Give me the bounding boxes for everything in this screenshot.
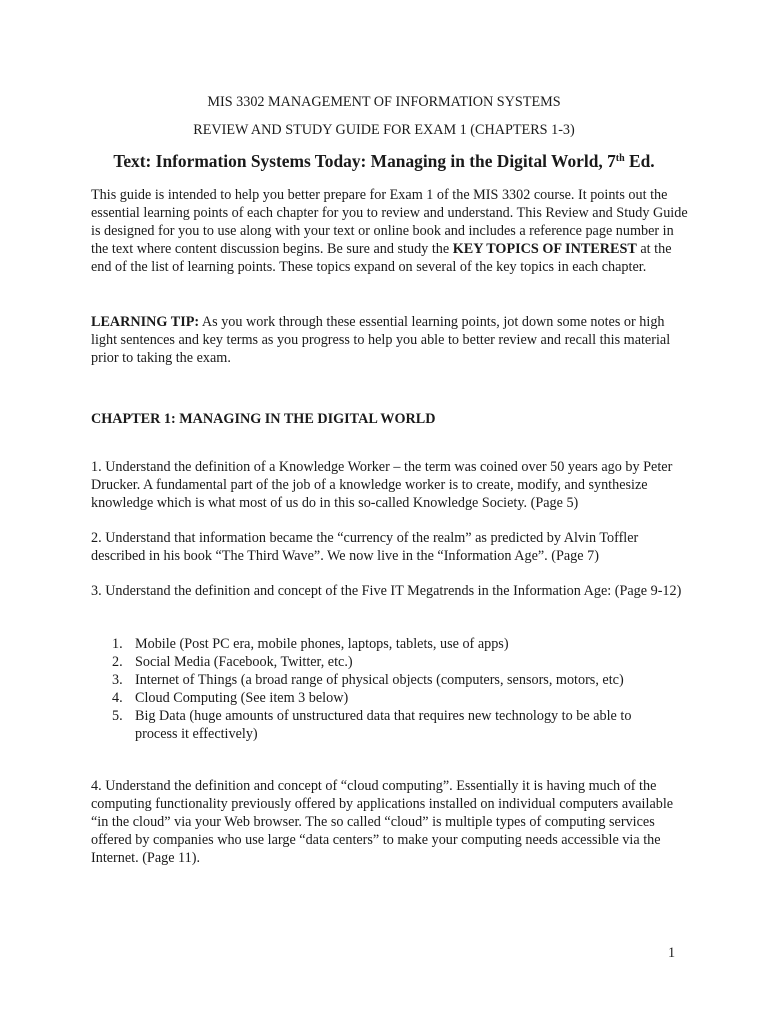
list-item [112, 707, 672, 743]
textbook-edition-superscript: th [615, 153, 625, 164]
learning-point-1: 1. Understand the definition of a Knowledge Worker – the term was coined over 50 years ago by Peter Drucker. A fundamental part of the job of a knowledge worker is to create, modify, and synthesize knowledge which is what most of us do in this so-called Knowledge Society. (Page 5) [91, 459, 673, 511]
megatrends-list [112, 635, 672, 743]
course-title: MIS 3302 MANAGEMENT OF INFORMATION SYSTEMS [207, 94, 561, 110]
list-item [112, 671, 672, 689]
learning-tip-label: LEARNING TIP: [91, 314, 200, 330]
page-number: 1 [668, 945, 676, 961]
list-item-text: Internet of Things (a broad range of physical objects (computers, sensors, motors, etc) [135, 672, 624, 688]
chapter-heading: CHAPTER 1: MANAGING IN THE DIGITAL WORLD [91, 411, 436, 427]
learning-point-3: 3. Understand the definition and concept of the Five IT Megatrends in the Information Age: (Page 9-12) [91, 583, 682, 599]
list-item [112, 653, 672, 671]
list-item-number: 4. [112, 690, 123, 706]
intro-text-2: at the end of the list of learning points. These topics expand on several of the key topics in each chapter. [91, 241, 672, 275]
list-item-text: Mobile (Post PC era, mobile phones, laptops, tablets, use of apps) [135, 636, 509, 652]
list-item [112, 635, 672, 653]
list-item-number: 1. [112, 636, 123, 652]
intro-key-topics: KEY TOPICS OF INTEREST [452, 241, 637, 257]
textbook-title-edition: Ed. [624, 151, 655, 171]
list-item-text: Social Media (Facebook, Twitter, etc.) [135, 654, 353, 670]
list-item [112, 689, 672, 707]
list-item-number: 2. [112, 654, 123, 670]
list-item-number: 5. [112, 708, 123, 724]
list-item-text: Big Data (huge amounts of unstructured data that requires new technology to be able to process it effectively) [135, 708, 632, 742]
textbook-title-main: Text: Information Systems Today: Managing in the Digital World, 7 [113, 151, 616, 171]
intro-paragraph [91, 186, 691, 276]
learning-point-2: 2. Understand that information became the “currency of the realm” as predicted by Alvin Toffler described in his book “The Third Wave”. We now live in the “Information Age”. (Page 7) [91, 530, 639, 564]
learning-tip-paragraph [91, 313, 691, 367]
list-item-text: Cloud Computing (See item 3 below) [135, 690, 349, 706]
guide-title: REVIEW AND STUDY GUIDE FOR EXAM 1 (CHAPTERS 1-3) [193, 122, 575, 138]
learning-point-4: 4. Understand the definition and concept of “cloud computing”. Essentially it is having much of the computing functionality previously offered by applications installed on individual computers available “in the cloud” via your Web browser. The so called “cloud” is multiple types of computing services offered by companies who use large “data centers” to make your computing needs accessible via the Internet. (Page 11). [91, 778, 674, 866]
intro-text-1: This guide is intended to help you better prepare for Exam 1 of the MIS 3302 course. It points out the essential learning points of each chapter for you to review and understand. This Review and Study Guide is designed for you to use along with your text or online book and includes a reference page number in the text where content discussion begins. Be sure and study the [91, 187, 688, 257]
textbook-title [0, 150, 768, 172]
list-item-number: 3. [112, 672, 123, 688]
learning-tip-text: As you work through these essential learning points, jot down some notes or high light sentences and key terms as you progress to help you able to better review and recall this material prior to taking the exam. [91, 314, 671, 366]
